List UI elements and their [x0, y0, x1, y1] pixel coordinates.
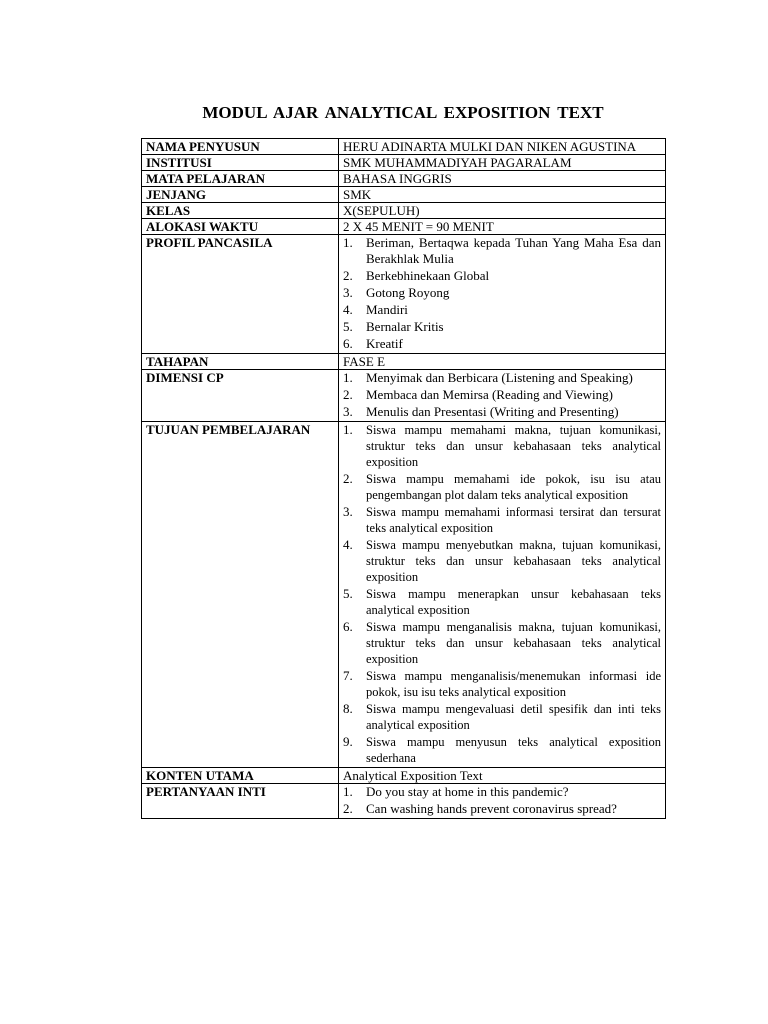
- list-item: [343, 336, 661, 352]
- list-item: [343, 586, 661, 618]
- item-text: Membaca dan Memirsa (Reading and Viewing): [366, 387, 613, 402]
- row-value: [339, 370, 666, 422]
- table-row: [142, 171, 666, 187]
- item-number: 2.: [343, 387, 353, 402]
- row-value: BAHASA INGGRIS: [339, 171, 666, 187]
- row-label: PERTANYAAN INTI: [142, 784, 339, 819]
- list-item: [343, 404, 661, 420]
- item-text: Can washing hands prevent coronavirus spread?: [366, 801, 617, 816]
- item-text: Siswa mampu menganalisis/menemukan informasi ide pokok, isu isu teks analytical exposition: [366, 669, 661, 699]
- item-text: Siswa mampu memahami informasi tersirat dan tersurat teks analytical exposition: [366, 505, 661, 535]
- modul-table: [141, 138, 666, 819]
- list-item: [343, 734, 661, 766]
- table-row: [142, 768, 666, 784]
- item-number: 5.: [343, 586, 353, 601]
- item-text: Kreatif: [366, 336, 403, 351]
- item-text: Menyimak dan Berbicara (Listening and Speaking): [366, 370, 633, 385]
- row-value: 2 X 45 MENIT = 90 MENIT: [339, 219, 666, 235]
- item-text: Siswa mampu menyebutkan makna, tujuan komunikasi, struktur teks dan unsur kebahasaan teks analytical exposition: [366, 538, 661, 584]
- item-number: 8.: [343, 701, 353, 716]
- document-title: MODUL AJAR ANALYTICAL EXPOSITION TEXT: [202, 103, 604, 122]
- item-number: 3.: [343, 285, 353, 300]
- row-value: [339, 235, 666, 354]
- row-value: SMK MUHAMMADIYAH PAGARALAM: [339, 155, 666, 171]
- table-row-profil-pancasila: [142, 235, 666, 354]
- pertanyaan-list: [343, 784, 661, 817]
- item-number: 1.: [343, 422, 353, 437]
- row-label: INSTITUSI: [142, 155, 339, 171]
- list-item: [343, 784, 661, 800]
- item-number: 9.: [343, 734, 353, 749]
- list-item: [343, 471, 661, 503]
- item-number: 2.: [343, 801, 353, 816]
- item-text: Siswa mampu mengevaluasi detil spesifik dan inti teks analytical exposition: [366, 702, 661, 732]
- table-row-dimensi-cp: [142, 370, 666, 422]
- row-value: X(SEPULUH): [339, 203, 666, 219]
- list-item: [343, 302, 661, 318]
- table-row-pertanyaan-inti: [142, 784, 666, 819]
- item-number: 7.: [343, 668, 353, 683]
- table-row: [142, 187, 666, 203]
- list-item: [343, 801, 661, 817]
- item-text: Bernalar Kritis: [366, 319, 444, 334]
- list-item: [343, 268, 661, 284]
- item-number: 6.: [343, 336, 353, 351]
- table-row: [142, 219, 666, 235]
- row-label: DIMENSI CP: [142, 370, 339, 422]
- row-value: FASE E: [339, 354, 666, 370]
- row-label: ALOKASI WAKTU: [142, 219, 339, 235]
- item-text: Berkebhinekaan Global: [366, 268, 490, 283]
- item-number: 2.: [343, 268, 353, 283]
- row-label: KONTEN UTAMA: [142, 768, 339, 784]
- row-label: PROFIL PANCASILA: [142, 235, 339, 354]
- row-label: MATA PELAJARAN: [142, 171, 339, 187]
- list-item: [343, 537, 661, 585]
- item-number: 4.: [343, 537, 353, 552]
- item-text: Siswa mampu menerapkan unsur kebahasaan teks analytical exposition: [366, 587, 661, 617]
- list-item: [343, 370, 661, 386]
- table-row: [142, 354, 666, 370]
- item-text: Beriman, Bertaqwa kepada Tuhan Yang Maha Esa dan Berakhlak Mulia: [366, 235, 661, 266]
- item-text: Siswa mampu memahami makna, tujuan komunikasi, struktur teks dan unsur kebahasaan teks analytical exposition: [366, 423, 661, 469]
- item-number: 2.: [343, 471, 353, 486]
- row-value: SMK: [339, 187, 666, 203]
- item-text: Do you stay at home in this pandemic?: [366, 784, 569, 799]
- item-number: 5.: [343, 319, 353, 334]
- list-item: [343, 387, 661, 403]
- row-label: JENJANG: [142, 187, 339, 203]
- list-item: [343, 701, 661, 733]
- profil-list: [343, 235, 661, 352]
- row-value: HERU ADINARTA MULKI DAN NIKEN AGUSTINA: [339, 139, 666, 155]
- item-text: Siswa mampu menyusun teks analytical exposition sederhana: [366, 735, 661, 765]
- item-number: 3.: [343, 504, 353, 519]
- item-number: 1.: [343, 784, 353, 799]
- item-text: Gotong Royong: [366, 285, 450, 300]
- list-item: [343, 668, 661, 700]
- item-number: 6.: [343, 619, 353, 634]
- list-item: [343, 422, 661, 470]
- row-value: [339, 784, 666, 819]
- row-label: TUJUAN PEMBELAJARAN: [142, 422, 339, 768]
- item-number: 1.: [343, 235, 353, 250]
- dimensi-list: [343, 370, 661, 420]
- list-item: [343, 619, 661, 667]
- item-number: 1.: [343, 370, 353, 385]
- row-value: Analytical Exposition Text: [339, 768, 666, 784]
- list-item: [343, 319, 661, 335]
- row-label: TAHAPAN: [142, 354, 339, 370]
- item-text: Mandiri: [366, 302, 408, 317]
- table-row: [142, 155, 666, 171]
- row-value: [339, 422, 666, 768]
- tujuan-list: [343, 422, 661, 766]
- table-row: [142, 139, 666, 155]
- item-text: Siswa mampu menganalisis makna, tujuan komunikasi, struktur teks dan unsur kebahasaan teks analytical exposition: [366, 620, 661, 666]
- row-label: NAMA PENYUSUN: [142, 139, 339, 155]
- item-text: Siswa mampu memahami ide pokok, isu isu atau pengembangan plot dalam teks analytical exposition: [366, 472, 661, 502]
- list-item: [343, 504, 661, 536]
- list-item: [343, 235, 661, 267]
- item-text: Menulis dan Presentasi (Writing and Presenting): [366, 404, 619, 419]
- table-row: [142, 203, 666, 219]
- item-number: 3.: [343, 404, 353, 419]
- table-row-tujuan-pembelajaran: [142, 422, 666, 768]
- item-number: 4.: [343, 302, 353, 317]
- row-label: KELAS: [142, 203, 339, 219]
- list-item: [343, 285, 661, 301]
